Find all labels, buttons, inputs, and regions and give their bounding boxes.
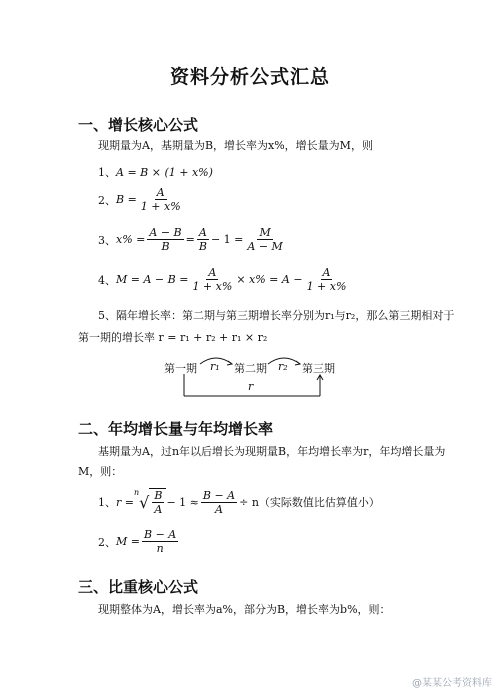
fraction-denominator: n (156, 542, 164, 555)
formula-2-1 (98, 488, 380, 516)
formula-4-mid: × x% = A − (236, 273, 303, 286)
fraction-numerator: B − A (202, 488, 236, 502)
formula-4-fraction-1 (190, 266, 234, 293)
formula-2-1-mid: − 1 ≈ (166, 495, 199, 509)
section2-line-1: 基期量为A，过n年以后增长为现期量B，年均增长率为r，年均增长量为 (98, 445, 446, 458)
fraction-denominator: 1 + x% (192, 280, 233, 293)
formula-2-1-tail: ÷ n（实际数值比估算值小） (239, 496, 380, 509)
page-title: 资料分析公式汇总 (169, 66, 330, 88)
formula-5-line-2: 第一期的增长率 r = r₁ + r₂ + r₁ × r₂ (78, 331, 268, 344)
fraction-denominator: 1 + x% (140, 200, 181, 213)
formula-1-label: 1、 (98, 166, 116, 179)
formula-2-2 (98, 528, 180, 555)
watermark: @某某公考资料库 (412, 678, 492, 689)
formula-3-eq: = (185, 233, 195, 246)
period-label-r: r (248, 380, 254, 393)
fraction-denominator: B (198, 240, 207, 253)
fraction-numerator: A (156, 186, 165, 199)
radicand (149, 488, 166, 516)
formula-2-fraction (139, 186, 183, 213)
formula-4-fraction-2 (305, 266, 349, 293)
formula-2-1-label: 1、 (98, 496, 116, 509)
formula-2-1-fraction (201, 489, 237, 516)
period-label-r2: r₂ (278, 360, 288, 373)
formula-2-lhs: B = (116, 193, 137, 206)
fraction-numerator: B (154, 489, 163, 502)
fraction-denominator: A − M (247, 240, 283, 253)
section2-line-2: M，则： (78, 465, 123, 478)
fraction-numerator: A − B (149, 226, 182, 239)
section3-intro: 现期整体为A，增长率为a%，部分为B，增长率为b%，则： (98, 603, 391, 616)
formula-4-lhs: M = A − B = (116, 273, 189, 286)
formula-1 (98, 164, 213, 180)
formula-5-line-1: 5、隔年增长率：第二期与第三期增长率分别为r₁与r₂，那么第三期相对于 (98, 309, 455, 322)
fraction-denominator: A (215, 502, 223, 516)
fraction-numerator: M (259, 226, 271, 239)
root-index: n (133, 488, 140, 497)
formula-1-expr: A = B × (1 + x%) (116, 165, 213, 179)
formula-3-fraction-3 (245, 226, 284, 253)
formula-4-label: 4、 (98, 273, 116, 287)
formula-3 (98, 226, 287, 253)
radical-sign: √ (139, 492, 150, 512)
period-2: 第二期 (234, 362, 267, 375)
section1-intro: 现期量为A，基期量为B，增长率为x%，增长量为M，则 (98, 139, 373, 152)
fraction-numerator: B − A (143, 528, 177, 541)
formula-3-lhs: x% = (116, 233, 146, 246)
fraction-denominator: 1 + x% (306, 280, 347, 293)
period-3: 第三期 (302, 362, 335, 375)
fraction-numerator: A (198, 226, 207, 239)
formula-2-2-lhs: M = (116, 535, 140, 548)
fraction-numerator: A (208, 266, 217, 279)
section-heading-2: 二、年均增长量与年均增长率 (78, 420, 274, 438)
period-label-r1: r₁ (210, 360, 220, 373)
formula-2-2-label: 2、 (98, 535, 116, 549)
fraction-denominator: A (154, 503, 163, 516)
formula-3-label: 3、 (98, 233, 116, 247)
growth-period-diagram (160, 350, 340, 400)
formula-3-mid: − 1 = (210, 233, 244, 246)
section-heading-3: 三、比重核心公式 (78, 578, 199, 596)
formula-2-2-fraction (142, 528, 178, 555)
formula-3-fraction-2 (197, 226, 209, 253)
radicand-fraction (152, 489, 164, 516)
section-heading-1: 一、增长核心公式 (78, 116, 199, 134)
period-1: 第一期 (164, 362, 197, 375)
formula-2 (98, 186, 185, 213)
fraction-numerator: A (322, 266, 331, 279)
fraction-denominator: B (161, 240, 170, 253)
formula-4 (98, 266, 350, 293)
formula-2-1-lhs: r = (116, 495, 134, 509)
formula-3-fraction-1 (147, 226, 183, 253)
nth-root (134, 488, 166, 516)
formula-2-label: 2、 (98, 193, 116, 207)
